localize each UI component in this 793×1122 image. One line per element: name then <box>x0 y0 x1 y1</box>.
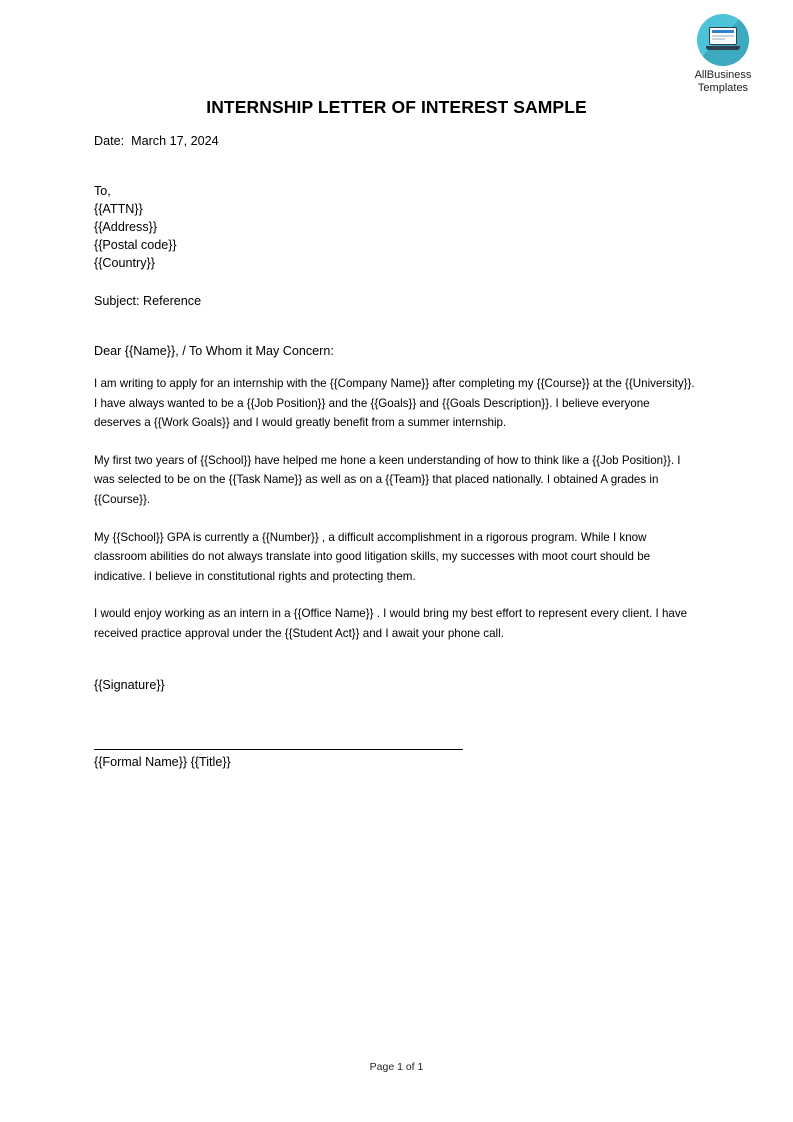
body-paragraph-1: I am writing to apply for an internship with the {{Company Name}} after completing my {{Course}} at the {{University}}. I have always wanted to be a {{Job Position}} and the {{Goals}} and {{Goals Description}}. I believe everyone deserves a {{Work Goals}} and I would greatly benefit from a summer internship. <box>94 377 695 430</box>
signature-placeholder: {{Signature}} <box>94 677 165 692</box>
body-paragraph-4: I would enjoy working as an intern in a {{Office Name}} . I would bring my best effort to represent every client. I have received practice approval under the {{Student Act}} and I await your phone call. <box>94 607 688 640</box>
logo-text <box>671 69 775 94</box>
recipient-block <box>94 182 698 272</box>
spacer <box>94 310 698 342</box>
salutation-line: Dear {{Name}}, / To Whom it May Concern: <box>94 344 334 358</box>
formal-name-title: {{Formal Name}} {{Title}} <box>94 754 231 769</box>
laptop-screen-titlebar <box>712 30 734 33</box>
page-title: INTERNSHIP LETTER OF INTEREST SAMPLE <box>206 97 587 117</box>
allbusiness-templates-logo <box>671 14 775 94</box>
spacer <box>94 644 698 676</box>
logo-text-line1: AllBusiness <box>694 69 752 81</box>
page-footer: Page 1 of 1 <box>369 1061 424 1073</box>
spacer <box>94 360 698 374</box>
laptop-base <box>706 46 740 50</box>
body-paragraph-3: My {{School}} GPA is currently a {{Number}} , a difficult accomplishment in a rigorous program. While I know classroom abilities do not always translate into good litigation skills, my successes with moot court should be indicative. I believe in constitutional rights and protecting them. <box>94 530 651 583</box>
date-line: Date: March 17, 2024 <box>94 134 219 148</box>
logo-text-line2: Templates <box>697 81 749 94</box>
recipient-country: {{Country}} <box>94 256 155 270</box>
laptop-screen <box>709 27 737 45</box>
signature-rule <box>94 749 463 750</box>
subject-line: Subject: Reference <box>94 294 202 308</box>
recipient-address: {{Address}} <box>94 220 158 234</box>
laptop-icon <box>697 14 749 66</box>
body-paragraph-2: My first two years of {{School}} have helped me hone a keen understanding of how to think like a {{Job Position}}. I was selected to be on the {{Task Name}} as well as on a {{Team}} that placed nationally. I obtained A grades in {{Course}}. <box>94 453 681 506</box>
recipient-attn: {{ATTN}} <box>94 202 143 216</box>
spacer <box>94 694 698 749</box>
recipient-to: To, <box>94 184 111 198</box>
laptop-screen-line <box>712 38 725 40</box>
letter-body <box>94 132 698 771</box>
recipient-postal-code: {{Postal code}} <box>94 238 177 252</box>
laptop-screen-line <box>712 35 734 37</box>
spacer <box>94 272 698 292</box>
spacer <box>94 150 698 182</box>
laptop-glyph <box>706 27 740 53</box>
